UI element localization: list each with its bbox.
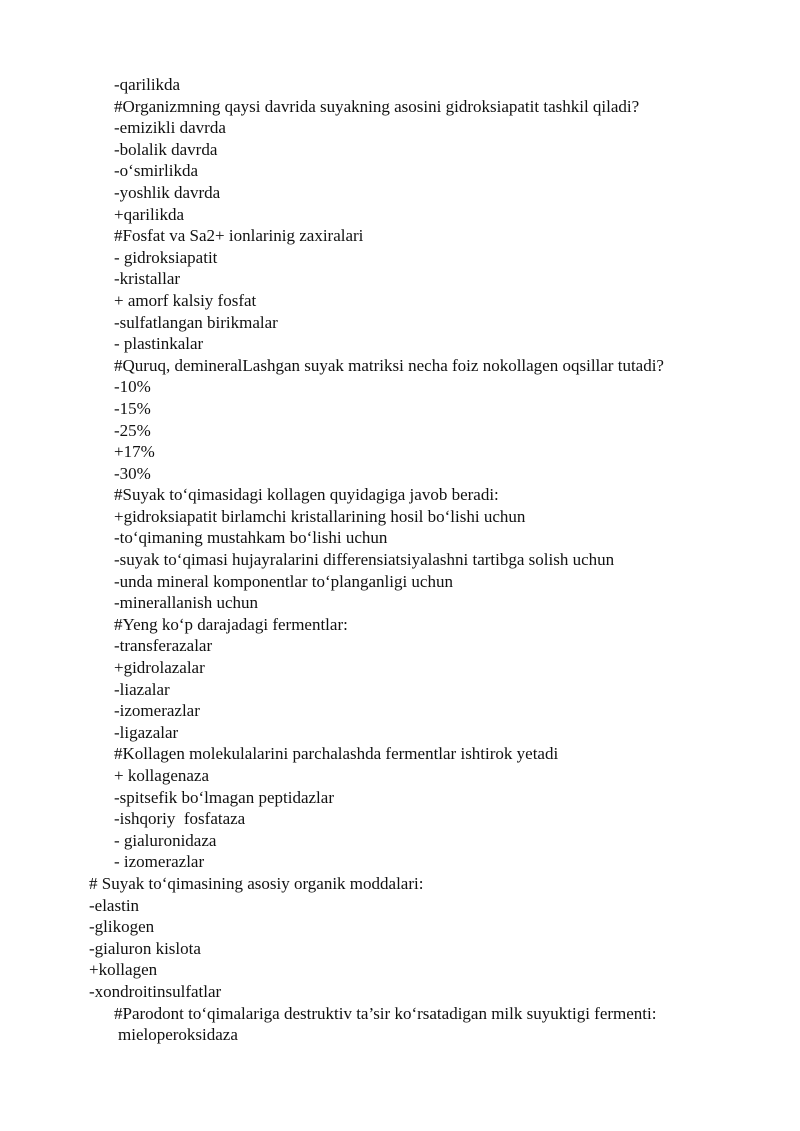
text-line: +gidroksiapatit birlamchi kristallarining hosil bo‘lishi uchun: [114, 506, 526, 526]
text-line: #Suyak to‘qimasidagi kollagen quyidagiga javob beradi:: [114, 485, 499, 505]
text-line: - plastinkalar: [114, 334, 204, 354]
text-line: -minerallanish uchun: [114, 593, 258, 613]
text-line: - izomerazlar: [114, 852, 205, 872]
text-line: -kristallar: [114, 269, 181, 289]
text-line: -izomerazlar: [114, 701, 200, 721]
text-line: -30%: [114, 463, 151, 483]
text-line: -liazalar: [114, 679, 170, 699]
text-line: -ishqoriy fosfataza: [114, 809, 246, 829]
document-page: [0, 74, 800, 1046]
text-line: -25%: [114, 420, 151, 440]
text-line: -10%: [114, 377, 151, 397]
text-line: -spitsefik bo‘lmagan peptidazlar: [114, 787, 334, 807]
text-line: -elastin: [89, 895, 140, 915]
text-line: -gialuron kislota: [89, 938, 201, 958]
text-line: - gidroksiapatit: [114, 247, 218, 267]
text-line: #Yeng ko‘p darajadagi fermentlar:: [114, 614, 348, 634]
text-line: -o‘smirlikda: [114, 161, 199, 181]
text-line: -suyak to‘qimasi hujayralarini differensiatsiyalashni tartibga solish uchun: [114, 550, 615, 570]
text-line: -ligazalar: [114, 722, 179, 742]
text-line: # Suyak to‘qimasining asosiy organik moddalari:: [89, 873, 424, 893]
text-line: -bolalik davrda: [114, 139, 218, 159]
text-line: -xondroitinsulfatlar: [89, 981, 222, 1001]
text-line: -15%: [114, 398, 151, 418]
text-line: #Fosfat va Sa2+ ionlarinig zaxiralari: [114, 226, 364, 246]
text-line: #Quruq, demineralLashgan suyak matriksi necha foiz nokollagen oqsillar tutadi?: [114, 355, 664, 375]
text-line: -to‘qimaning mustahkam bo‘lishi uchun: [114, 528, 388, 548]
text-line: +kollagen: [89, 960, 158, 980]
text-line: #Organizmning qaysi davrida suyakning asosini gidroksiapatit tashkil qiladi?: [114, 96, 640, 116]
text-line: -transferazalar: [114, 636, 213, 656]
text-line: + amorf kalsiy fosfat: [114, 290, 257, 310]
text-line: - gialuronidaza: [114, 830, 217, 850]
text-line: +qarilikda: [114, 204, 185, 224]
text-line: -qarilikda: [114, 75, 181, 94]
text-line: + kollagenaza: [114, 766, 210, 785]
text-line: -yoshlik davrda: [114, 182, 221, 202]
text-line: mieloperoksidaza: [118, 1025, 238, 1045]
text-line: +gidrolazalar: [114, 658, 205, 678]
text-line: -unda mineral komponentlar to‘planganligi uchun: [114, 571, 453, 591]
text-line: -sulfatlangan birikmalar: [114, 312, 278, 332]
text-line: #Kollagen molekulalarini parchalashda fermentlar ishtirok yetadi: [114, 744, 559, 764]
text-line: #Parodont to‘qimalariga destruktiv ta’sir ko‘rsatadigan milk suyuktigi fermenti:: [114, 1003, 657, 1023]
text-line: -glikogen: [89, 917, 155, 937]
text-line: -emizikli davrda: [114, 118, 226, 138]
text-line: +17%: [114, 442, 155, 462]
